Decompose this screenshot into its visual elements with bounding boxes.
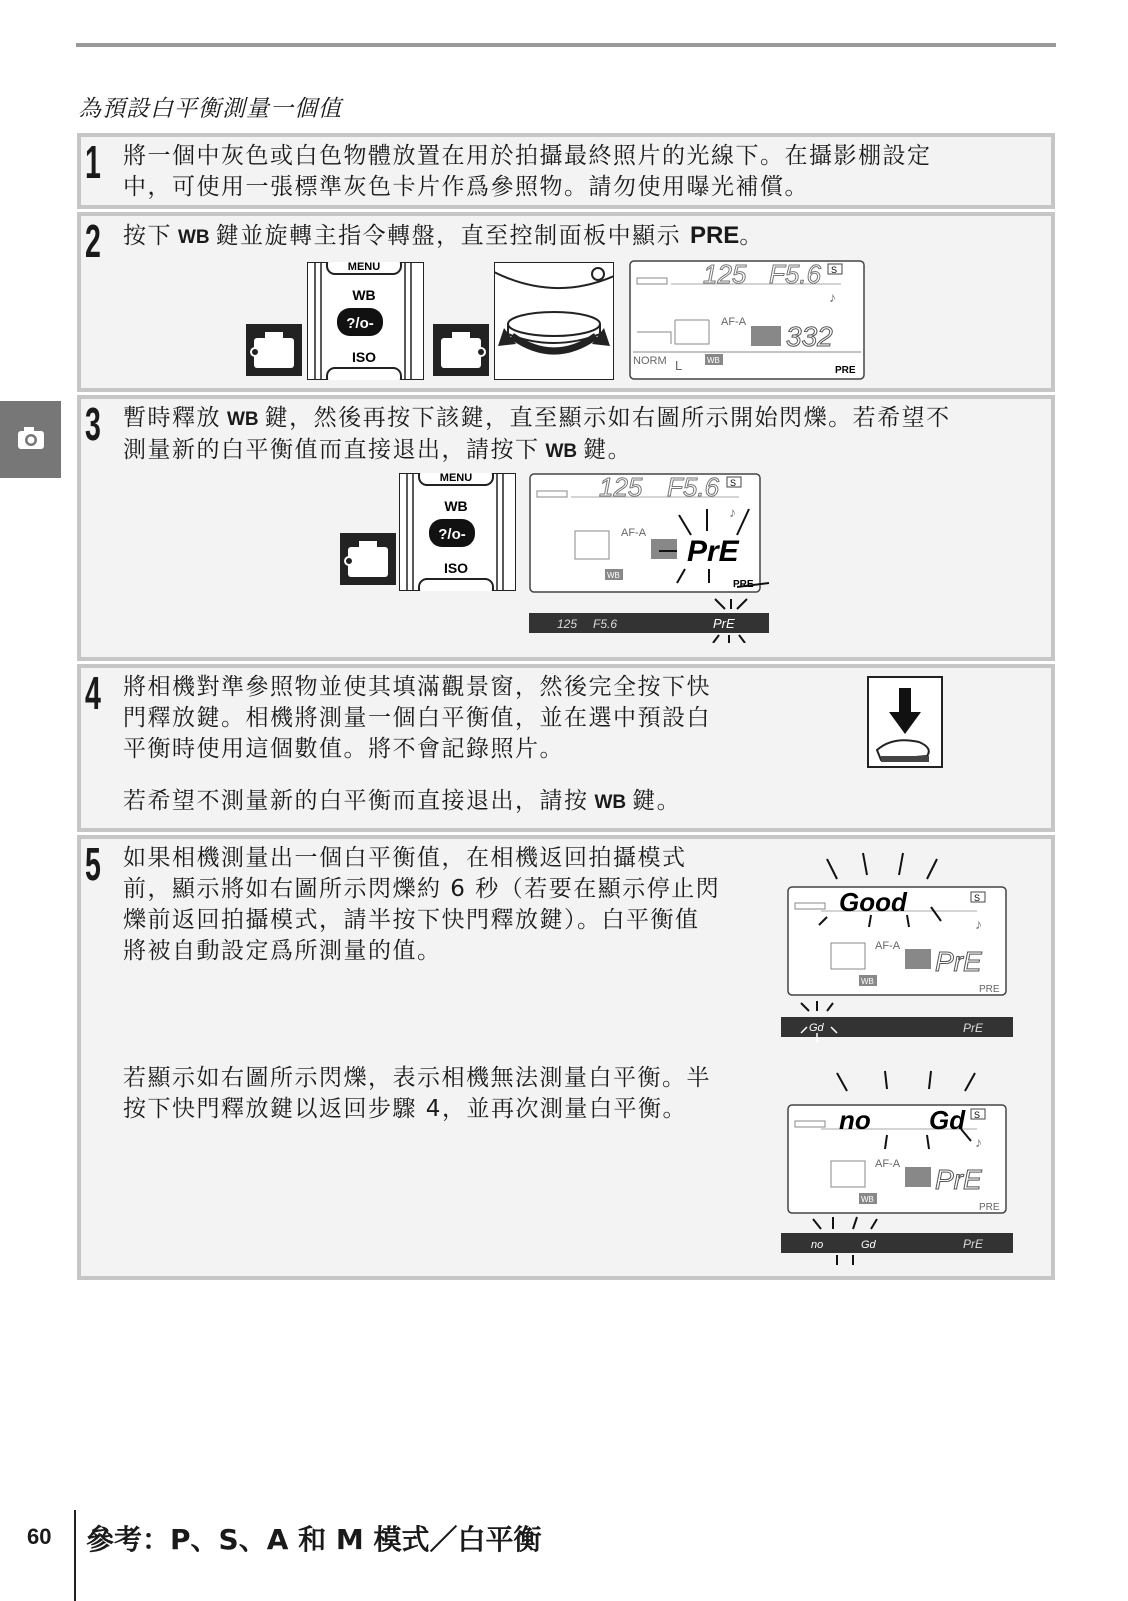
step-text: 按下 WB 鍵並旋轉主指令轉盤，直至控制面板中顯示 PRE。: [123, 222, 764, 249]
wb-key-label: WB: [594, 792, 627, 813]
text-line: 暫時釋放 WB 鍵，然後再按下該鍵，直至顯示如右圖所示開始閃爍。若希望不: [123, 405, 951, 431]
music-note-icon: ♪: [975, 1134, 982, 1150]
step-text: [123, 843, 720, 967]
top-rule: [76, 43, 1056, 47]
lcd-l: L: [675, 358, 683, 373]
step-1: [77, 133, 1055, 209]
footer-divider: [74, 1510, 76, 1601]
lcd-no-gd-display: [781, 1069, 1021, 1269]
protect-label: ?/o-: [346, 315, 374, 332]
wb-label: WB: [444, 498, 468, 514]
step-text: [123, 141, 932, 203]
step-3: [77, 395, 1055, 661]
text-line: 按下快門釋放鍵以返回步驟 4，並再次測量白平衡。: [123, 1096, 687, 1122]
camera-back-icon-2: [433, 324, 489, 376]
camera-icon: [0, 401, 61, 478]
vf-pre: PrE: [963, 1021, 984, 1035]
text-line: 將被自動設定爲所測量的值。: [123, 938, 442, 964]
vf-pre: PrE: [963, 1237, 984, 1251]
text-line: 將一個中灰色或白色物體放置在用於拍攝最終照片的光線下。在攝影棚設定: [123, 143, 932, 169]
vf-pre: PrE: [713, 616, 735, 631]
text-line: 平衡時使用這個數值。將不會記錄照片。: [123, 736, 564, 762]
lcd-pre: PRE: [733, 579, 754, 590]
step-number: 5: [85, 838, 101, 890]
menu-label: MENU: [347, 262, 381, 273]
text-line: 中，可使用一張標準灰色卡片作爲參照物。請勿使用曝光補償。: [123, 174, 809, 200]
vf-gd: Gd: [809, 1022, 824, 1034]
text-line: 若顯示如右圖所示閃爍，表示相機無法測量白平衡。半: [123, 1065, 711, 1091]
lcd-good-display: [781, 847, 1021, 1043]
lcd-pre: PRE: [835, 365, 856, 376]
music-note-icon: ♪: [829, 289, 836, 305]
vf-no: no: [811, 1239, 824, 1251]
step-5: [77, 835, 1055, 1280]
text-line: 門釋放鍵。相機將測量一個白平衡值，並在選中預設白: [123, 705, 711, 731]
lcd-af: AF-A: [875, 940, 901, 952]
text-line: 如果相機測量出一個白平衡值，在相機返回拍攝模式: [123, 845, 687, 871]
lcd-pre: PRE: [979, 1202, 1000, 1213]
lcd-good-text: Good: [839, 887, 907, 917]
lcd-norm: NORM: [633, 355, 667, 367]
pre-label: PRE: [689, 222, 740, 249]
wb-key-label: WB: [545, 441, 578, 462]
vf-shutter: 125: [557, 617, 578, 631]
menu-label: MENU: [439, 473, 473, 484]
vf-gd: Gd: [861, 1239, 876, 1251]
wb-label: WB: [352, 287, 376, 303]
step-number: 3: [85, 398, 101, 450]
lcd-s: S: [974, 1110, 981, 1120]
footer-title: 參考：P、S、A 和 M 模式／白平衡: [86, 1523, 542, 1556]
lcd-pre: PRE: [979, 984, 1000, 995]
wb-key-label: WB: [178, 227, 210, 248]
lcd-s: S: [730, 478, 737, 488]
lcd-aperture: F5.6: [769, 260, 822, 289]
vf-aperture: F5.6: [593, 617, 618, 631]
iso-label: ISO: [351, 349, 377, 365]
lcd-gd-text: Gd: [929, 1105, 966, 1135]
shutter-press-icon: [867, 676, 943, 768]
lcd-af: AF-A: [621, 527, 647, 539]
music-note-icon: ♪: [975, 916, 982, 932]
lcd-pre-display: PrE: [935, 946, 982, 977]
lcd-af: AF-A: [721, 316, 747, 328]
protect-label: ?/o-: [438, 526, 466, 543]
lcd-wb: WB: [861, 977, 874, 986]
wb-key-label: WB: [227, 409, 259, 430]
camera-back-icon: [340, 533, 396, 585]
lcd-pre-display: PrE: [687, 535, 739, 568]
lcd-aperture: F5.6: [667, 473, 720, 502]
camera-tab: [0, 401, 61, 478]
wb-button-illustration: [307, 262, 424, 380]
text-line: 爍前返回拍攝模式，請半按下快門釋放鍵）。白平衡值: [123, 907, 700, 933]
lcd-no-text: no: [839, 1105, 871, 1135]
wb-button-illustration: [399, 473, 516, 591]
music-note-icon: ♪: [729, 504, 736, 520]
step-note: 若希望不測量新的白平衡而直接退出，請按 WB 鍵。: [123, 788, 682, 814]
step-text: [123, 403, 951, 467]
lcd-af: AF-A: [875, 1158, 901, 1170]
step-number: 2: [85, 215, 101, 267]
command-dial-illustration: [494, 262, 614, 380]
section-title: 為預設白平衡測量一個值: [78, 96, 342, 122]
step-4: [77, 664, 1055, 832]
lcd-wb: WB: [707, 356, 720, 365]
control-panel-lcd-pre: [529, 473, 777, 643]
step-number: 4: [85, 667, 101, 719]
lcd-count: 332: [786, 321, 833, 352]
text-line: 前，顯示將如右圖所示閃爍約 6 秒（若要在顯示停止閃: [123, 876, 721, 902]
text-line: 將相機對準參照物並使其填滿觀景窗，然後完全按下快: [123, 674, 711, 700]
lcd-pre-display: PrE: [935, 1164, 982, 1195]
lcd-s: S: [974, 893, 981, 903]
step-2: [77, 212, 1055, 392]
step-number: 1: [85, 136, 101, 188]
control-panel-lcd: [629, 260, 865, 380]
step-text-failure: [123, 1063, 711, 1125]
lcd-wb: WB: [607, 571, 620, 580]
text-line: 測量新的白平衡值而直接退出，請按下 WB 鍵。: [123, 437, 633, 463]
camera-back-icon: [246, 324, 302, 376]
lcd-wb: WB: [861, 1195, 874, 1204]
lcd-shutter: 125: [703, 260, 747, 289]
iso-label: ISO: [443, 560, 469, 576]
lcd-s: S: [831, 265, 838, 275]
step-text: [123, 672, 711, 765]
lcd-shutter: 125: [599, 473, 643, 502]
page-number: 60: [27, 1524, 52, 1549]
